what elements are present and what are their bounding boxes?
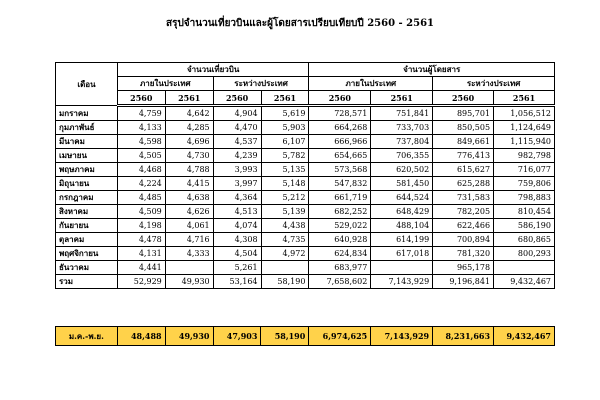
value-cell xyxy=(165,261,213,275)
value-cell: 781,320 xyxy=(433,247,494,261)
value-cell: 5,782 xyxy=(261,149,309,163)
summary-cell: 9,432,467 xyxy=(494,327,555,346)
month-cell: กุมภาพันธ์ xyxy=(56,121,118,135)
header-month: เดือน xyxy=(56,63,118,106)
month-cell: เมษายน xyxy=(56,149,118,163)
value-cell: 782,205 xyxy=(433,205,494,219)
value-cell: 1,115,940 xyxy=(494,135,555,149)
value-cell: 586,190 xyxy=(494,219,555,233)
value-cell: 7,143,929 xyxy=(371,275,433,289)
header-year: 2560 xyxy=(309,91,371,106)
value-cell: 751,841 xyxy=(371,106,433,121)
value-cell: 6,107 xyxy=(261,135,309,149)
table-row xyxy=(56,163,555,177)
value-cell: 5,135 xyxy=(261,163,309,177)
value-cell: 9,196,841 xyxy=(433,275,494,289)
value-cell: 4,438 xyxy=(261,219,309,233)
value-cell: 4,131 xyxy=(117,247,165,261)
value-cell: 666,966 xyxy=(309,135,371,149)
value-cell: 581,450 xyxy=(371,177,433,191)
value-cell: 680,865 xyxy=(494,233,555,247)
header-flights-domestic: ภายในประเทศ xyxy=(117,77,213,91)
month-cell: กันยายน xyxy=(56,219,118,233)
header-passengers-international: ระหว่างประเทศ xyxy=(433,77,555,91)
summary-cell: 7,143,929 xyxy=(371,327,433,346)
value-cell: 620,502 xyxy=(371,163,433,177)
month-cell: มิถุนายน xyxy=(56,177,118,191)
table-row xyxy=(56,191,555,205)
month-cell: พฤษภาคม xyxy=(56,163,118,177)
month-cell: สิงหาคม xyxy=(56,205,118,219)
value-cell xyxy=(494,261,555,275)
value-cell: 614,199 xyxy=(371,233,433,247)
value-cell: 4,537 xyxy=(213,135,261,149)
summary-cell: 47,903 xyxy=(213,327,261,346)
month-cell: ธันวาคม xyxy=(56,261,118,275)
month-cell: พฤศจิกายน xyxy=(56,247,118,261)
value-cell: 4,788 xyxy=(165,163,213,177)
month-cell: รวม xyxy=(56,275,118,289)
header-year: 2561 xyxy=(371,91,433,106)
value-cell xyxy=(371,261,433,275)
value-cell: 737,804 xyxy=(371,135,433,149)
value-cell: 4,638 xyxy=(165,191,213,205)
value-cell: 547,832 xyxy=(309,177,371,191)
value-cell: 9,432,467 xyxy=(494,275,555,289)
value-cell: 5,212 xyxy=(261,191,309,205)
value-cell: 700,894 xyxy=(433,233,494,247)
value-cell: 58,190 xyxy=(261,275,309,289)
value-cell: 4,224 xyxy=(117,177,165,191)
value-cell: 644,524 xyxy=(371,191,433,205)
value-cell: 4,509 xyxy=(117,205,165,219)
value-cell: 4,904 xyxy=(213,106,261,121)
value-cell: 529,022 xyxy=(309,219,371,233)
value-cell: 4,061 xyxy=(165,219,213,233)
header-passengers: จำนวนผู้โดยสาร xyxy=(309,63,555,77)
value-cell: 4,415 xyxy=(165,177,213,191)
value-cell: 664,268 xyxy=(309,121,371,135)
value-cell: 682,252 xyxy=(309,205,371,219)
header-year: 2560 xyxy=(433,91,494,106)
value-cell: 4,730 xyxy=(165,149,213,163)
value-cell: 4,735 xyxy=(261,233,309,247)
summary-cell: 8,231,663 xyxy=(433,327,494,346)
value-cell: 615,627 xyxy=(433,163,494,177)
value-cell: 4,505 xyxy=(117,149,165,163)
value-cell: 733,703 xyxy=(371,121,433,135)
value-cell: 4,133 xyxy=(117,121,165,135)
value-cell: 5,148 xyxy=(261,177,309,191)
total-row xyxy=(56,275,555,289)
value-cell: 1,124,649 xyxy=(494,121,555,135)
value-cell: 4,478 xyxy=(117,233,165,247)
value-cell: 5,903 xyxy=(261,121,309,135)
value-cell: 625,288 xyxy=(433,177,494,191)
month-cell: กรกฎาคม xyxy=(56,191,118,205)
table-row xyxy=(56,135,555,149)
value-cell: 661,719 xyxy=(309,191,371,205)
table-row xyxy=(56,149,555,163)
summary-month: ม.ค.-พ.ย. xyxy=(56,327,118,346)
value-cell: 654,665 xyxy=(309,149,371,163)
value-cell: 5,261 xyxy=(213,261,261,275)
summary-table xyxy=(55,326,555,346)
value-cell: 798,883 xyxy=(494,191,555,205)
table-row xyxy=(56,205,555,219)
value-cell: 4,716 xyxy=(165,233,213,247)
value-cell: 759,806 xyxy=(494,177,555,191)
value-cell: 4,972 xyxy=(261,247,309,261)
value-cell: 716,077 xyxy=(494,163,555,177)
summary-cell: 6,974,625 xyxy=(309,327,371,346)
value-cell: 4,485 xyxy=(117,191,165,205)
value-cell: 850,505 xyxy=(433,121,494,135)
header-year: 2561 xyxy=(261,91,309,106)
value-cell xyxy=(261,261,309,275)
value-cell: 7,658,602 xyxy=(309,275,371,289)
table-row xyxy=(56,247,555,261)
table-body xyxy=(56,106,555,289)
page-title: สรุปจำนวนเที่ยวบินและผู้โดยสารเปรียบเทียบปี 2560 - 2561 xyxy=(165,18,435,29)
value-cell: 624,834 xyxy=(309,247,371,261)
value-cell: 617,018 xyxy=(371,247,433,261)
value-cell: 810,454 xyxy=(494,205,555,219)
value-cell: 4,470 xyxy=(213,121,261,135)
header-year: 2561 xyxy=(494,91,555,106)
table-row xyxy=(56,121,555,135)
value-cell: 4,074 xyxy=(213,219,261,233)
table-row xyxy=(56,233,555,247)
value-cell: 4,364 xyxy=(213,191,261,205)
header-flights-international: ระหว่างประเทศ xyxy=(213,77,309,91)
value-cell: 640,928 xyxy=(309,233,371,247)
value-cell: 4,513 xyxy=(213,205,261,219)
value-cell: 49,930 xyxy=(165,275,213,289)
summary-cell: 58,190 xyxy=(261,327,309,346)
month-cell: ตุลาคม xyxy=(56,233,118,247)
value-cell: 5,619 xyxy=(261,106,309,121)
value-cell: 895,701 xyxy=(433,106,494,121)
value-cell: 4,333 xyxy=(165,247,213,261)
value-cell: 53,164 xyxy=(213,275,261,289)
value-cell: 776,413 xyxy=(433,149,494,163)
table-row xyxy=(56,106,555,121)
value-cell: 4,308 xyxy=(213,233,261,247)
value-cell: 1,056,512 xyxy=(494,106,555,121)
value-cell: 683,977 xyxy=(309,261,371,275)
value-cell: 488,104 xyxy=(371,219,433,233)
value-cell: 3,997 xyxy=(213,177,261,191)
value-cell: 849,661 xyxy=(433,135,494,149)
value-cell: 982,798 xyxy=(494,149,555,163)
header-year: 2561 xyxy=(165,91,213,106)
value-cell: 622,466 xyxy=(433,219,494,233)
value-cell: 706,355 xyxy=(371,149,433,163)
value-cell: 4,198 xyxy=(117,219,165,233)
month-cell: มกราคม xyxy=(56,106,118,121)
statistics-table xyxy=(55,62,555,289)
value-cell: 4,642 xyxy=(165,106,213,121)
value-cell: 5,139 xyxy=(261,205,309,219)
value-cell: 648,429 xyxy=(371,205,433,219)
value-cell: 4,598 xyxy=(117,135,165,149)
value-cell: 4,441 xyxy=(117,261,165,275)
summary-row xyxy=(56,327,555,346)
value-cell: 4,285 xyxy=(165,121,213,135)
value-cell: 965,178 xyxy=(433,261,494,275)
value-cell: 4,626 xyxy=(165,205,213,219)
table-row xyxy=(56,219,555,233)
value-cell: 573,568 xyxy=(309,163,371,177)
table-row xyxy=(56,177,555,191)
value-cell: 4,759 xyxy=(117,106,165,121)
value-cell: 52,929 xyxy=(117,275,165,289)
summary-cell: 48,488 xyxy=(117,327,165,346)
table-row xyxy=(56,261,555,275)
header-flights: จำนวนเที่ยวบิน xyxy=(117,63,309,77)
header-year: 2560 xyxy=(117,91,165,106)
value-cell: 4,696 xyxy=(165,135,213,149)
header-year: 2560 xyxy=(213,91,261,106)
value-cell: 728,571 xyxy=(309,106,371,121)
value-cell: 4,504 xyxy=(213,247,261,261)
value-cell: 4,239 xyxy=(213,149,261,163)
value-cell: 3,993 xyxy=(213,163,261,177)
summary-cell: 49,930 xyxy=(165,327,213,346)
header-passengers-domestic: ภายในประเทศ xyxy=(309,77,433,91)
month-cell: มีนาคม xyxy=(56,135,118,149)
value-cell: 731,583 xyxy=(433,191,494,205)
value-cell: 4,468 xyxy=(117,163,165,177)
value-cell: 800,293 xyxy=(494,247,555,261)
